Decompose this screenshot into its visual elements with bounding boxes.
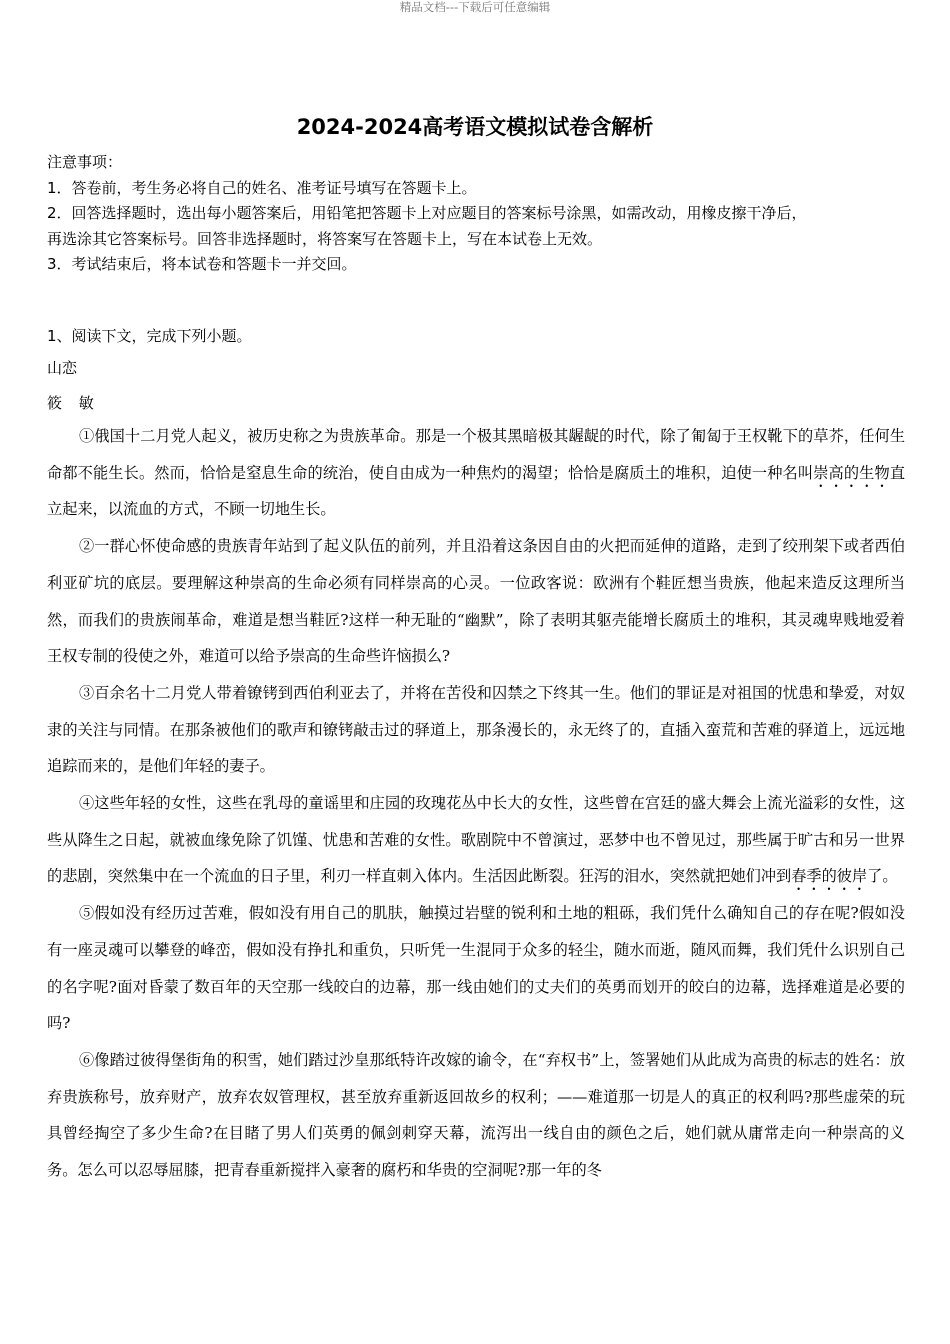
- paragraph-6: ⑥像踏过彼得堡街角的积雪，她们踏过沙皇那纸特许改嫁的谕令，在“弃权书”上，签署她们从此成为高贵的标志的姓名：放弃贵族称号，放弃财产，放弃农奴管理权，甚至放弃重新返回故乡的权利；——难道那一切是人的真正的权利吗?那些虚荣的玩具曾经掏空了多少生命?在目睹了男人们英勇的佩剑刺穿天幕，流泻出一线自由的颜色之后，她们就从庸常走向一种崇高的义务。怎么可以忍辱屈膝，把青春重新搅拌入豪奢的腐朽和华贵的空洞呢?那一年的冬: [47, 1050, 905, 1180]
- notice-item: 1．答卷前，考生务必将自己的姓名、准考证号填写在答题卡上。: [47, 178, 477, 197]
- paragraph-4-text-a: ④这些年轻的女性，这些在乳母的童谣里和庄园的玫瑰花丛中长大的女性，这些曾在宫廷的盛大舞会上流光溢彩的女性，这些从降生之日起，就被血缘免除了饥馑、忧患和苦难的女性。歌剧院中不曾演过，恶梦中也不曾见过，那些属于旷古和另一世界的悲剧，突然集中在一个流血的日子里，利刃一样直刺入体内。生活因此断裂。狂泻的泪水，突然就把她们冲到: [47, 794, 905, 886]
- story-title: 山恋: [47, 359, 78, 377]
- document-header-note: 精品文档---下载后可任意编辑: [399, 0, 551, 14]
- paragraph-5: ⑤假如没有经历过苦难，假如没有用自己的肌肤，触摸过岩壁的锐利和土地的粗砾，我们凭什么确知自己的存在呢?假如没有一座灵魂可以攀登的峰峦，假如没有挣扎和重负，只听凭一生混同于众多的轻尘，随水而逝，随风而舞，我们凭什么识别自己的名字呢?面对昏蒙了数百年的天空那一线皎白的边幕，那一线由她们的丈夫们的英勇而划开的皎白的边幕，选择难道是必要的吗?: [47, 904, 905, 1033]
- paragraph-3: ③百余名十二月党人带着镣铐到西伯利亚去了，并将在苦役和囚禁之下终其一生。他们的罪证是对祖国的忧患和挚爱，对奴隶的关注与同情。在那条被他们的歌声和镣铐敲击过的驿道上，那条漫长的，永无终了的，直插入蛮荒和苦难的驿道上，远远地追踪而来的，是他们年轻的妻子。: [47, 683, 905, 776]
- paragraph-1-text-b: 直立起来，以流血的方式，不顾一切地生长。: [47, 463, 906, 519]
- question-heading: 1、阅读下文，完成下列小题。: [47, 327, 252, 345]
- notice-section: [47, 150, 907, 278]
- emphasized-phrase: 春季的彼岸: [791, 867, 868, 886]
- emphasized-phrase: 崇高的生物: [813, 463, 890, 482]
- paragraph-1-text-a: ①俄国十二月党人起义，被历史称之为贵族革命。那是一个极其黑暗极其龌龊的时代，除了匍匐于王权靴下的草芥，任何生命都不能生长。然而，恰恰是窒息生命的统治，使自由成为一种焦灼的渴望；恰恰是腐质土的堆积，迫使一种名叫: [47, 427, 905, 482]
- paragraph-2: ②一群心怀使命感的贵族青年站到了起义队伍的前列，并且沿着这条因自由的火把而延伸的道路，走到了绞刑架下或者西伯利亚矿坑的底层。要理解这种崇高的生命必须有同样崇高的心灵。一位政客说：欧洲有个鞋匠想当贵族，他起来造反这理所当然，而我们的贵族闹革命，难道是想当鞋匠?这样一种无耻的“幽默”，除了表明其躯壳能增长腐质土的堆积，其灵魂卑贱地爱着王权专制的役使之外，难道可以给予崇高的生命些许恼损么?: [47, 537, 905, 666]
- paragraph-4-text-b: 了。: [867, 867, 898, 886]
- paragraph-1: [47, 418, 905, 528]
- paragraph-4: [47, 785, 905, 895]
- notice-item: 3．考试结束后，将本试卷和答题卡一并交回。: [47, 255, 357, 273]
- reading-passage: [47, 418, 905, 1189]
- document-title: 2024-2024高考语文模拟试卷含解析: [296, 115, 654, 139]
- notice-heading: 注意事项：: [47, 153, 123, 171]
- story-author: 筱 敏: [47, 394, 100, 412]
- notice-item: 2．回答选择题时，选出每小题答案后，用铅笔把答题卡上对应题目的答案标号涂黑，如需改动，用橡皮擦干净后，: [47, 204, 807, 222]
- notice-item: 再选涂其它答案标号。回答非选择题时，将答案写在答题卡上，写在本试卷上无效。: [47, 229, 603, 248]
